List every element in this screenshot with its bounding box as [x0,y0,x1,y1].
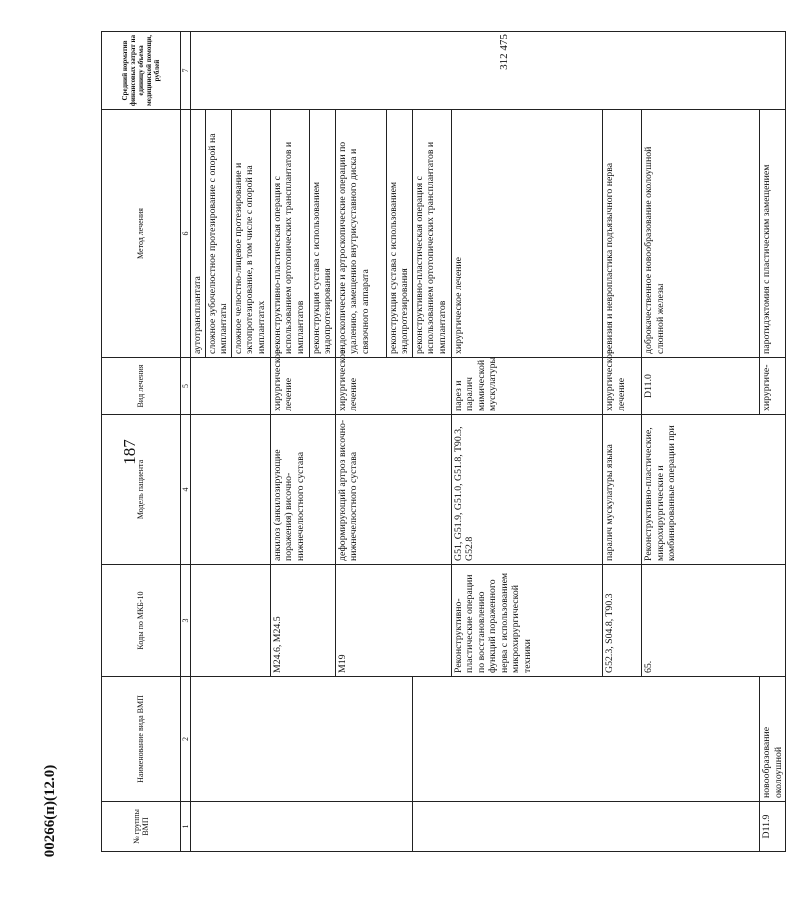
group-number-cell: 65. [642,565,786,677]
header-patient-model: Модель пациента [102,415,181,565]
treatment-type-cell: хирургическое лечение [451,110,603,358]
treatment-type-cell: хирургическое лечение [603,358,642,415]
icd-codes-cell: D11.9 [760,802,786,852]
vmp-name-cell [191,677,413,802]
table-row [191,32,206,852]
treatment-type-cell: хирургиче- [760,358,786,415]
patient-model-cell: паралич мускулатуры языка [603,415,642,565]
icd-codes-cell: G51, G51.9, G51.0, G51.8, T90.3, G52.8 [451,415,603,565]
treatment-method-cell: эндоскопические и артроскопические операции по удалению, замещению внутрисуставного диска и связочного аппарата [335,110,386,358]
column-number: 2 [181,677,191,802]
vmp-name-cell: Реконструктивно-пластические операции по восстановлению функций пораженного нерва с использованием микрохирургической техники [451,565,603,677]
patient-model-cell: деформирующий артроз височно-нижнечелюстного сустава [335,415,451,565]
patient-model-cell: новообразование околоушной [760,677,786,802]
patient-model-cell: доброкачественное новообразование околоушной слюнной железы [642,110,760,358]
treatment-method-cell: реконструктивно-пластическая операция с использованием ортотопических трансплантатов и имплантатов [270,110,309,358]
treatment-method-cell: аутотрансплантата [191,110,206,358]
column-number: 1 [181,802,191,852]
treatment-method-cell: паротидэктомия с пластическим замещением [760,110,786,358]
header-row [102,32,181,852]
patient-model-cell: парез и паралич мимической мускулатуры [451,358,603,415]
column-number: 5 [181,358,191,415]
treatment-method-cell: реконструкция сустава с использованием эндопротезирования [309,110,335,358]
header-group-number: № группы ВМП [102,802,181,852]
icd-codes-cell: M24.6, M24.5 [270,565,335,677]
treatment-type-cell [191,358,271,415]
icd-codes-cell: G52.3, S04.8, T90.3 [603,565,642,677]
icd-codes-cell [191,565,271,677]
treatment-method-cell: сложное зубочелюстное протезирование с опорой на имплантаты [205,110,231,358]
average-cost-value: 312 475 [498,34,510,70]
average-cost-cell [191,32,786,110]
column-number: 6 [181,110,191,358]
treatment-method-cell: реконструкция сустава с использованием эндопротезирования [386,110,412,358]
header-average-cost: Средний норматив финансовых затрат на единицу объема медицинской помощи, рублей [102,32,181,110]
treatment-table [101,31,786,852]
header-icd-codes: Коды по МКБ-10 [102,565,181,677]
column-number: 7 [181,32,191,110]
header-treatment-type: Вид лечения [102,358,181,415]
patient-model-cell [191,415,271,565]
group-number-cell [191,802,413,852]
column-number-row [181,32,191,852]
icd-codes-cell: M19 [335,565,451,677]
column-number: 3 [181,565,191,677]
page-number: 187 [120,439,139,465]
treatment-type-cell: хирургическое лечение [335,358,451,415]
patient-model-cell: анкилоз (анкилозирующие поражения) височно-нижнечелюстного сустава [270,415,335,565]
table-stage [101,32,784,852]
document-code: 00266(п)(12.0) [42,764,58,858]
group-number-cell [412,802,760,852]
treatment-type-cell: хирургическое лечение [270,358,335,415]
column-number: 4 [181,415,191,565]
header-vmp-name: Наименование вида ВМП [102,677,181,802]
vmp-name-cell [412,677,760,802]
vmp-name-cell: Реконструктивно-пластические, микрохирургические и комбинированные операции при [642,415,786,565]
icd-codes-cell: D11.0 [642,358,760,415]
header-treatment-method: Метод лечения [102,110,181,358]
treatment-method-cell: сложное челюстно-лицевое протезирование и эктопротезирование, в том числе с опорой на имплантатах [231,110,270,358]
treatment-method-cell: ревизия и невропластика подъязычного нерва [603,110,642,358]
treatment-method-cell: реконструктивно-пластическая операция с использованием ортотопических трансплантатов и имплантатов [412,110,451,358]
